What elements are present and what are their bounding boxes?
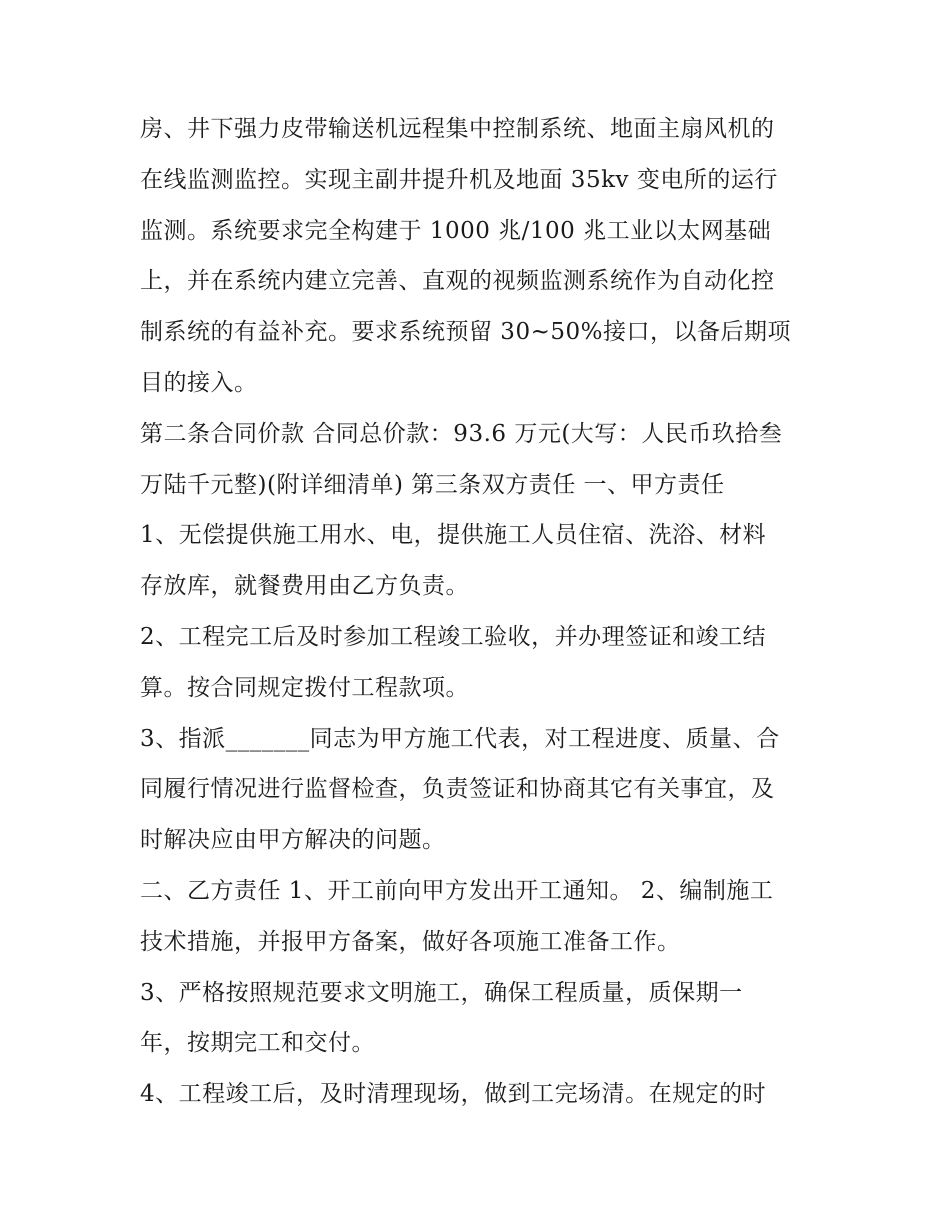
text-line: 算。按合同规定拨付工程款项。	[140, 674, 469, 701]
text-line: 3、指派_______同志为甲方施工代表，对工程进度、质量、合	[140, 725, 780, 752]
text-line: 同履行情况进行监督检查，负责签证和协商其它有关事宜，及	[140, 776, 775, 803]
text-line: 房、井下强力皮带输送机远程集中控制系统、地面主扇风机的	[140, 116, 775, 142]
text-line: 监测。系统要求完全构建于 1000 兆/100 兆工业以太网基础	[140, 217, 772, 244]
text-line: 1、无偿提供施工用水、电，提供施工人员住宿、洗浴、材料	[140, 522, 767, 549]
text-line: 第二条合同价款 合同总价款：93.6 万元(大写：人民币玖拾叁	[140, 420, 783, 447]
text-line: 存放库，就餐费用由乙方负责。	[140, 573, 469, 600]
text-line: 4、工程竣工后，及时清理现场，做到工完场清。在规定的时	[140, 1081, 767, 1108]
text-line: 3、严格按照规范要求文明施工，确保工程质量，质保期一	[140, 979, 743, 1006]
text-line: 二、乙方责任 1、开工前向甲方发出开工通知。 2、编制施工	[140, 877, 774, 904]
text-line: 目的接入。	[140, 369, 258, 396]
document-body	[140, 104, 820, 1120]
text-line: 上，并在系统内建立完善、直观的视频监测系统作为自动化控	[140, 268, 775, 295]
text-line: 制系统的有益补充。要求系统预留 30~50%接口，以备后期项	[140, 319, 791, 346]
text-line: 万陆千元整)(附详细清单) 第三条双方责任 一、甲方责任	[140, 471, 725, 498]
text-line: 2、工程完工后及时参加工程竣工验收，并办理签证和竣工结	[140, 623, 767, 650]
text-line: 技术措施，并报甲方备案，做好各项施工准备工作。	[140, 928, 681, 955]
text-line: 时解决应由甲方解决的问题。	[140, 827, 446, 854]
text-line: 年，按期完工和交付。	[140, 1030, 375, 1057]
text-line: 在线监测监控。实现主副井提升机及地面 35kv 变电所的运行	[140, 166, 778, 193]
